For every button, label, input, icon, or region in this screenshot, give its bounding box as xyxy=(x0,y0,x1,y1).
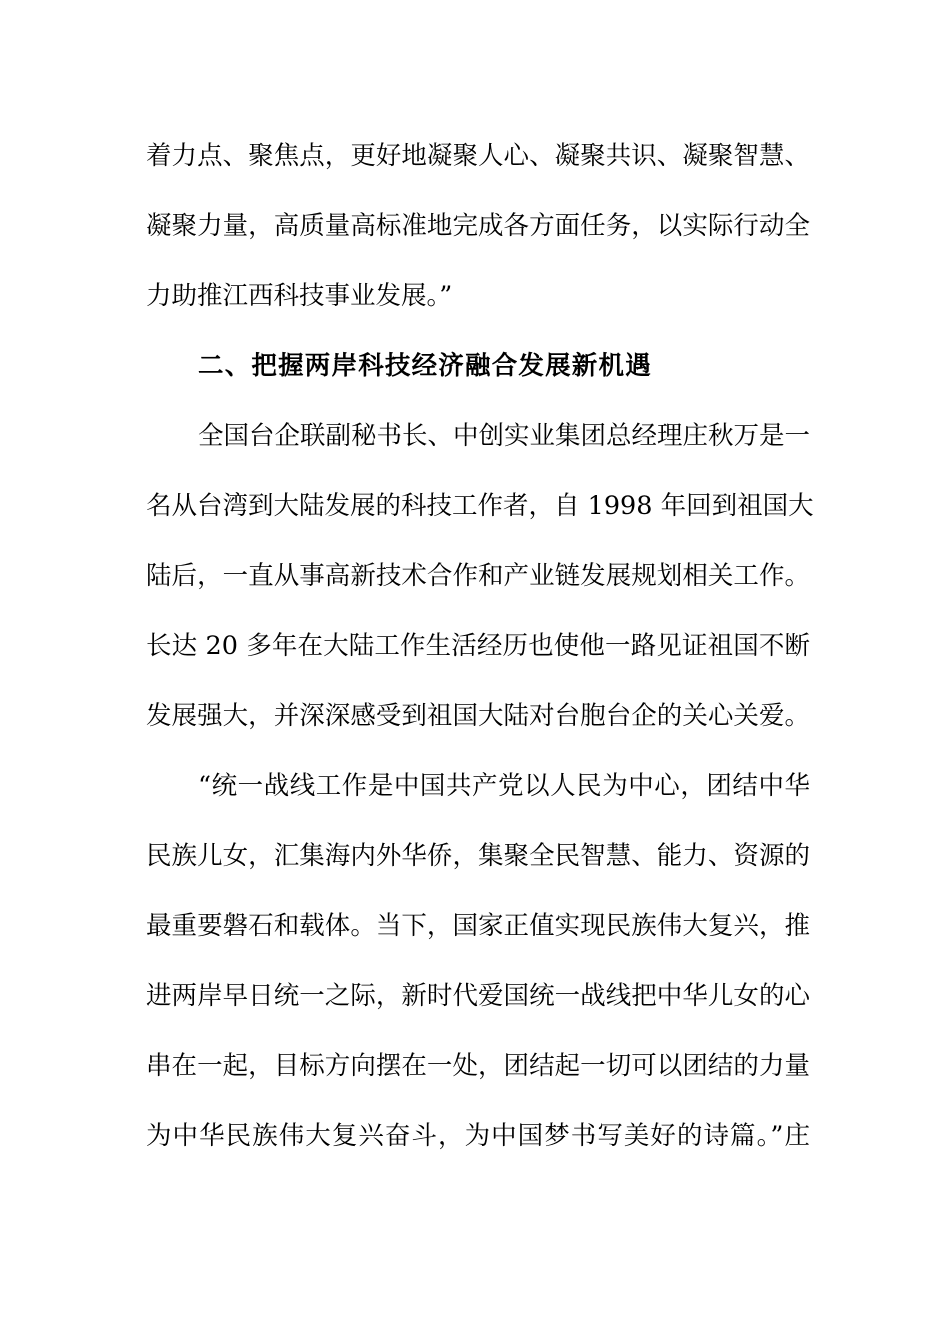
section-heading: 二、把握两岸科技经济融合发展新机遇 xyxy=(198,351,652,381)
paragraph-3-line-6: 为中华民族伟大复兴奋斗，为中国梦书写美好的诗篇。”庄 xyxy=(146,1121,810,1151)
paragraph-1-line-2: 凝聚力量，高质量高标准地完成各方面任务，以实际行动全 xyxy=(146,211,810,241)
paragraph-3-line-4: 进两岸早日统一之际，新时代爱国统一战线把中华儿女的心 xyxy=(146,981,810,1011)
paragraph-3-line-5: 串在一起，目标方向摆在一处，团结起一切可以团结的力量 xyxy=(146,1051,810,1081)
paragraph-1-line-1: 着力点、聚焦点，更好地凝聚人心、凝聚共识、凝聚智慧、 xyxy=(146,141,810,171)
paragraph-3-line-1: “统一战线工作是中国共产党以人民为中心，团结中华 xyxy=(198,771,810,801)
paragraph-2-line-3: 陆后，一直从事高新技术合作和产业链发展规划相关工作。 xyxy=(146,561,810,591)
paragraph-2-line-4: 长达 20 多年在大陆工作生活经历也使他一路见证祖国不断 xyxy=(146,631,810,661)
paragraph-2-line-1: 全国台企联副秘书长、中创实业集团总经理庄秋万是一 xyxy=(198,421,811,451)
paragraph-2-line-5: 发展强大，并深深感受到祖国大陆对台胞台企的关心关爱。 xyxy=(146,701,810,731)
paragraph-3-line-3: 最重要磐石和载体。当下，国家正值实现民族伟大复兴，推 xyxy=(146,911,810,941)
paragraph-2-line-2: 名从台湾到大陆发展的科技工作者，自 1998 年回到祖国大 xyxy=(146,491,814,521)
paragraph-3-line-2: 民族儿女，汇集海内外华侨，集聚全民智慧、能力、资源的 xyxy=(146,841,810,871)
paragraph-1-line-3: 力助推江西科技事业发展。” xyxy=(146,281,453,311)
